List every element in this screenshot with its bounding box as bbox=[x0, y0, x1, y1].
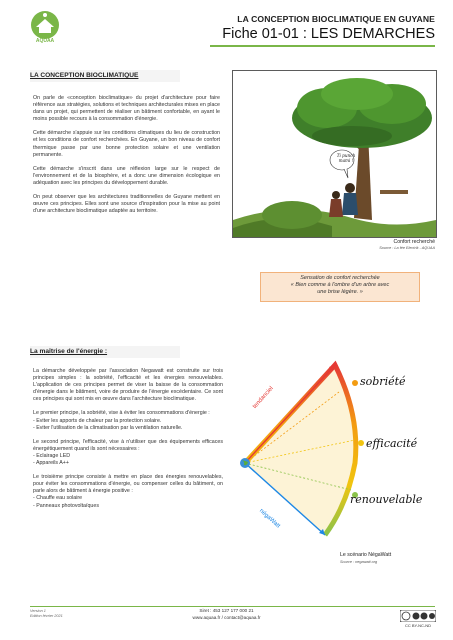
header-divider bbox=[210, 45, 435, 47]
speech-bubble-text: Ti punch mami ! bbox=[336, 153, 356, 163]
illustration-caption: Confort recherché bbox=[393, 239, 435, 245]
list-item: - Panneaux photovoltaïques bbox=[33, 502, 99, 509]
contact-link[interactable]: www.aquaa.fr / contact@aquaa.fr bbox=[192, 615, 261, 620]
arrow-label-tendanciel: tendanciel bbox=[252, 385, 275, 411]
paragraph: Le troisième principe consiste à mettre en place des énergies renouvelables, pour éviter les consommations d'énergie, ou compenser celles du bâtiment, on parle alors de bâtiment à énergie positive : bbox=[33, 474, 223, 495]
diagram-source: Source : negawatt.org bbox=[340, 560, 378, 564]
section-heading-bioclimatique: LA CONCEPTION BIOCLIMATIQUE bbox=[30, 72, 139, 79]
paragraph: On parle de «conception bioclimatique» du projet d'architecture pour faire référence aux stratégies, solutions et techniques architecturales mises en place dans un projet, qui permettent de réaliser un bâtiment confortable, en ayant le moins possible recours à la consommation d'énergie. bbox=[33, 95, 220, 123]
aquaa-logo bbox=[30, 10, 60, 40]
paragraph: Le premier principe, la sobriété, vise à éviter les consommations d'énergie : bbox=[33, 410, 210, 417]
section1-text bbox=[33, 95, 220, 215]
list-item: - Eviter l'utilisation de la climatisation par la ventilation naturelle. bbox=[33, 424, 183, 431]
comfort-quote-box bbox=[260, 272, 420, 302]
footer-contact bbox=[170, 607, 283, 621]
paragraph: Cette démarche s'appuie sur les conditions climatiques du lieu de construction et les conditions de confort recherchées. En Guyane, un bon niveau de confort thermique passe par une bonne protection solaire et une ventilation permanente. bbox=[33, 130, 220, 158]
footer-version bbox=[30, 609, 63, 619]
edition-text: Edition février 2021 bbox=[30, 614, 63, 618]
list-item: - Chauffe eau solaire bbox=[33, 495, 83, 502]
diagram-caption: Le scénario NégaWatt bbox=[340, 552, 392, 558]
paragraph: On peut observer que les architectures traditionnelles de Guyane mettent en œuvre ces principes. Elles sont une source d'inspiration pour la mise au point d'une architecture bioclimatique adaptée au territoire. bbox=[33, 194, 220, 215]
label-sobriete: sobriété bbox=[360, 375, 406, 388]
quote-line: « Bien comme à l'ombre d'un arbre avec bbox=[290, 282, 390, 288]
cc-license-icon bbox=[400, 610, 436, 622]
paragraph: La démarche développée par l'association Negawatt est construite sur trois principes simples : la sobriété, l'efficacité et les énergies renouvelables. L'application de ces principes permet de viser la baisse de la consommation d'énergie dans le bâtiment, voire de produire de l'énergie excédentaire. Ce sont ces principes qui sont mis en œuvre dans l'architecture bioclimatique. bbox=[33, 368, 223, 403]
siret-text: Siret : 453 127 177 000 21 bbox=[199, 608, 254, 613]
logo-label: AQUAA bbox=[35, 38, 55, 44]
plug-icon bbox=[358, 440, 364, 446]
bulb-icon bbox=[352, 380, 358, 386]
paragraph: Cette démarche s'inscrit dans une réflexion large sur le respect de l'environnement et de la biosphère, et a donc une dimension écologique en adéquation avec les principes du développement durable. bbox=[33, 165, 220, 186]
list-item: - Appareils A++ bbox=[33, 460, 69, 467]
quote-line: une brise légère. » bbox=[317, 289, 363, 295]
section2-text bbox=[33, 368, 223, 510]
negawatt-diagram bbox=[235, 355, 440, 550]
label-efficacite: efficacité bbox=[366, 437, 418, 450]
document-series-title: LA CONCEPTION BIOCLIMATIQUE EN GUYANE bbox=[237, 14, 435, 24]
list-item: - Eviter les apports de chaleur par la protection solaire. bbox=[33, 417, 162, 424]
fiche-title: Fiche 01-01 : LES DEMARCHES bbox=[222, 26, 435, 42]
version-text: Version 1 bbox=[30, 609, 46, 613]
list-item: - Eclairage LED bbox=[33, 452, 71, 459]
arrow-label-negawatt: négaWatt bbox=[257, 508, 281, 530]
quote-line: Sensation de confort recherchée bbox=[300, 275, 380, 281]
paragraph: Le second principe, l'efficacité, vise à n'utiliser que des équipements efficaces énergétiquement quand ils sont nécessaires : bbox=[33, 438, 223, 452]
illustration-source: Source : La fée Electrik - AQUAA bbox=[379, 246, 435, 250]
license-label: CC BY-NC-ND bbox=[404, 623, 432, 628]
section-heading-energie: La maîtrise de l'énergie : bbox=[30, 348, 108, 355]
label-renouvelable: renouvelable bbox=[350, 493, 423, 506]
